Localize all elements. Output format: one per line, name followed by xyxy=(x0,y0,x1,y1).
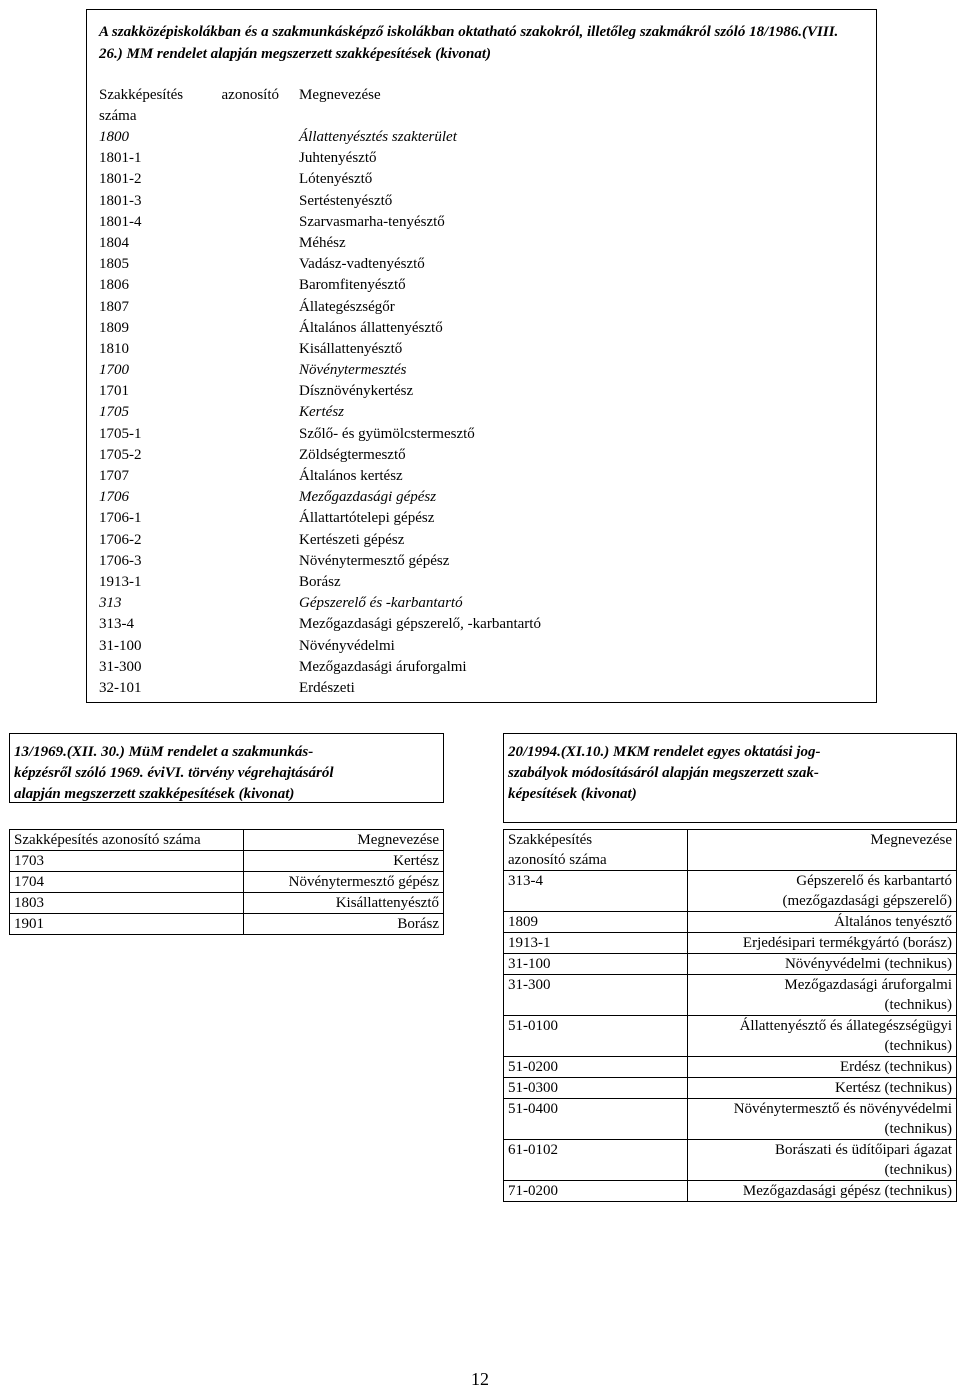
qualification-code: 1800 xyxy=(99,129,129,145)
table-row xyxy=(10,851,444,872)
qualification-code: 51-0300 xyxy=(504,1078,688,1099)
top-header-name: Megnevezése xyxy=(299,87,381,103)
table-row xyxy=(10,893,444,914)
table-row xyxy=(99,169,859,190)
qualification-name-line: (technikus) xyxy=(884,1038,952,1054)
qualification-code: 1705-1 xyxy=(99,425,142,442)
table-row xyxy=(99,572,859,593)
bottom-right-title-box xyxy=(503,733,957,823)
qualification-name: Kertészeti gépész xyxy=(299,531,405,548)
qualification-name: Dísznövénykertész xyxy=(299,383,414,400)
qualification-code: 31-300 xyxy=(504,975,688,1016)
qualification-name: Általános állattenyésztő xyxy=(299,319,443,336)
header-name-cell: Megnevezése xyxy=(688,830,957,871)
qualification-code: 1805 xyxy=(99,256,129,273)
table-row xyxy=(99,530,859,551)
qualification-name: Állattartótelepi gépész xyxy=(299,510,435,527)
qualification-code: 1810 xyxy=(99,340,129,357)
qualification-name-line: Borászati és üdítőipari ágazat xyxy=(774,1142,952,1158)
qualification-name xyxy=(688,933,957,954)
qualification-name: Mezőgazdasági gépész xyxy=(299,489,437,506)
qualification-name: Erdészeti xyxy=(299,679,355,696)
qualification-name: Borász xyxy=(244,914,444,935)
qualification-code: 31-100 xyxy=(99,637,142,654)
qualification-code: 1807 xyxy=(99,298,129,315)
bottom-left-title-line: képzésről szóló 1969. éviVI. törvény végrehajtásáról xyxy=(14,765,334,781)
qualification-code: 31-100 xyxy=(504,954,688,975)
qualification-name-line: Állattenyésztő és állategészségügyi xyxy=(739,1018,952,1034)
qualification-name: Borász xyxy=(299,573,341,590)
top-section-title: A szakközépiskolákban és a szakmunkásképző iskolákban oktatható szakokról, illetőleg szakmákról szóló 18/1986.(VIII. 26.) MM rendelet alapján megszerzett szakképesítések (kivonat) xyxy=(99,24,839,62)
table-row xyxy=(99,445,859,466)
bottom-left-title-box xyxy=(9,733,444,803)
qualification-name xyxy=(688,1099,957,1140)
table-row xyxy=(10,872,444,893)
qualification-code: 1913-1 xyxy=(99,573,142,590)
qualification-code: 71-0200 xyxy=(504,1181,688,1202)
table-row xyxy=(10,914,444,935)
page-number: 12 xyxy=(471,1369,489,1389)
qualification-name xyxy=(688,1078,957,1099)
qualification-name: Állategészségőr xyxy=(299,298,395,315)
qualification-code: 51-0400 xyxy=(504,1099,688,1140)
qualification-name-line: (technikus) xyxy=(884,1121,952,1137)
table-row xyxy=(99,424,859,445)
bottom-left-table xyxy=(9,829,444,935)
qualification-name-line: Mezőgazdasági gépész (technikus) xyxy=(742,1183,952,1199)
table-row xyxy=(99,191,859,212)
qualification-name xyxy=(688,1057,957,1078)
qualification-code: 1901 xyxy=(10,914,244,935)
top-rows xyxy=(99,127,859,699)
table-row xyxy=(99,360,859,381)
table-header-row xyxy=(504,830,957,871)
bottom-left-title-line: 13/1969.(XII. 30.) MüM rendelet a szakmunkás- xyxy=(14,744,314,760)
bottom-left-title xyxy=(14,742,334,805)
qualification-name-line: Növénytermesztő és növényvédelmi xyxy=(733,1101,952,1117)
table-row xyxy=(99,381,859,402)
qualification-name: Mezőgazdasági áruforgalmi xyxy=(299,658,467,675)
qualification-name-line: (technikus) xyxy=(884,997,952,1013)
qualification-name: Mezőgazdasági gépszerelő, -karbantartó xyxy=(299,616,541,633)
qualification-name-line: Általános tenyésztő xyxy=(834,914,952,930)
qualification-code: 1706-3 xyxy=(99,552,142,569)
table-row xyxy=(504,912,957,933)
qualification-name: Zöldségtermesztő xyxy=(299,446,406,463)
qualification-name xyxy=(688,954,957,975)
qualification-code: 313 xyxy=(99,595,122,612)
table-row xyxy=(99,551,859,572)
qualification-code: 51-0100 xyxy=(504,1016,688,1057)
qualification-name xyxy=(688,871,957,912)
qualification-code: 1705 xyxy=(99,404,129,421)
top-header-code-cont: száma xyxy=(99,108,137,124)
qualification-code: 1706-1 xyxy=(99,510,142,527)
qualification-code: 31-300 xyxy=(99,658,142,675)
qualification-name-line: (technikus) xyxy=(884,1162,952,1178)
qualification-name: Baromfitenyésztő xyxy=(299,277,406,294)
qualification-name: Vadász-vadtenyésztő xyxy=(299,256,425,273)
table-row xyxy=(504,871,957,912)
table-row xyxy=(504,1016,957,1057)
qualification-name: Kisállattenyésztő xyxy=(244,893,444,914)
qualification-name-line: Mezőgazdasági áruforgalmi xyxy=(784,977,952,993)
qualification-code: 1806 xyxy=(99,277,129,294)
table-row xyxy=(504,1140,957,1181)
top-qualifications-box xyxy=(86,9,877,703)
qualification-code: 1705-2 xyxy=(99,446,142,463)
header-code-cell: Szakképesítés azonosító száma xyxy=(10,830,244,851)
qualification-name: Állattenyésztés szakterület xyxy=(299,129,457,145)
qualification-name xyxy=(688,1181,957,1202)
table-row xyxy=(99,593,859,614)
qualification-name-line: Növényvédelmi (technikus) xyxy=(784,956,952,972)
table-row xyxy=(99,254,859,275)
header-name-cell: Megnevezése xyxy=(244,830,444,851)
table-header-row xyxy=(10,830,444,851)
qualification-code: 32-101 xyxy=(99,679,142,696)
qualification-name: Növénytermesztő gépész xyxy=(299,552,450,569)
qualification-code: 1706 xyxy=(99,489,129,506)
table-row xyxy=(99,233,859,254)
qualification-code: 1706-2 xyxy=(99,531,142,548)
top-header-code: Szakképesítés azonosító xyxy=(99,87,279,103)
table-row xyxy=(504,1181,957,1202)
qualification-name: Növényvédelmi xyxy=(299,637,395,654)
qualification-code: 1809 xyxy=(99,319,129,336)
qualification-name: Méhész xyxy=(299,234,346,251)
table-row xyxy=(99,318,859,339)
qualification-name: Szőlő- és gyümölcstermesztő xyxy=(299,425,475,442)
qualification-code: 313-4 xyxy=(504,871,688,912)
table-row xyxy=(99,275,859,296)
table-row xyxy=(504,1078,957,1099)
qualification-name xyxy=(688,1016,957,1057)
qualification-code: 1801-2 xyxy=(99,171,142,188)
table-row xyxy=(99,148,859,169)
bottom-right-title-line: 20/1994.(XI.10.) MKM rendelet egyes oktatási jog- xyxy=(508,744,821,760)
qualification-name: Kertész xyxy=(299,404,344,421)
qualification-name-line: Erjedésipari termékgyártó (borász) xyxy=(742,935,952,951)
table-row xyxy=(99,297,859,318)
qualification-code: 1801-4 xyxy=(99,213,142,230)
qualification-code: 313-4 xyxy=(99,616,134,633)
qualification-code: 1803 xyxy=(10,893,244,914)
qualification-name: Szarvasmarha-tenyésztő xyxy=(299,213,445,230)
qualification-code: 51-0200 xyxy=(504,1057,688,1078)
table-row xyxy=(99,402,859,423)
qualification-name xyxy=(688,912,957,933)
table-row xyxy=(504,933,957,954)
qualification-name: Gépszerelő és -karbantartó xyxy=(299,595,463,612)
qualification-name: Juhtenyésztő xyxy=(299,150,377,167)
bottom-left-title-line: alapján megszerzett szakképesítések (kivonat) xyxy=(14,786,295,802)
qualification-name-line: (mezőgazdasági gépszerelő) xyxy=(782,893,952,909)
table-row xyxy=(99,508,859,529)
header-code-line: Szakképesítés xyxy=(508,832,593,848)
bottom-right-title-line: szabályok módosításáról alapján megszerzett szak- xyxy=(508,765,819,781)
qualification-code: 1913-1 xyxy=(504,933,688,954)
qualification-name: Növénytermesztő gépész xyxy=(244,872,444,893)
table-row xyxy=(99,678,859,699)
qualification-name: Lótenyésztő xyxy=(299,171,373,188)
qualification-code: 1707 xyxy=(99,468,129,484)
bottom-right-table xyxy=(503,829,957,1202)
qualification-name-line: Erdész (technikus) xyxy=(839,1059,952,1075)
qualification-code: 1701 xyxy=(99,383,129,400)
qualification-code: 1801-3 xyxy=(99,192,142,209)
qualification-name: Sertéstenyésztő xyxy=(299,192,393,209)
qualification-name: Általános kertész xyxy=(299,468,403,484)
table-row xyxy=(504,1099,957,1140)
table-row xyxy=(99,127,859,148)
table-row xyxy=(99,657,859,678)
table-row xyxy=(504,954,957,975)
header-code-line: azonosító száma xyxy=(508,852,607,868)
qualification-name: Kisállattenyésztő xyxy=(299,340,403,357)
bottom-right-title xyxy=(508,742,820,805)
qualification-code: 1703 xyxy=(10,851,244,872)
table-row xyxy=(504,1057,957,1078)
table-row xyxy=(99,636,859,657)
table-row xyxy=(504,975,957,1016)
qualification-name: Növénytermesztés xyxy=(299,362,407,379)
qualification-name-line: Gépszerelő és karbantartó xyxy=(796,873,952,889)
bottom-right-title-line: képesítések (kivonat) xyxy=(508,786,637,802)
header-code-cell xyxy=(504,830,688,871)
qualification-code: 61-0102 xyxy=(504,1140,688,1181)
table-row xyxy=(99,487,859,508)
qualification-code: 1801-1 xyxy=(99,150,142,167)
qualification-code: 1809 xyxy=(504,912,688,933)
qualification-code: 1804 xyxy=(99,234,129,251)
qualification-name xyxy=(688,1140,957,1181)
qualification-code: 1700 xyxy=(99,362,129,379)
qualification-name-line: Kertész (technikus) xyxy=(834,1080,952,1096)
table-row xyxy=(99,466,859,487)
qualification-name: Kertész xyxy=(244,851,444,872)
qualification-code: 1704 xyxy=(10,872,244,893)
table-row xyxy=(99,614,859,635)
table-row xyxy=(99,339,859,360)
table-row xyxy=(99,212,859,233)
qualification-name xyxy=(688,975,957,1016)
